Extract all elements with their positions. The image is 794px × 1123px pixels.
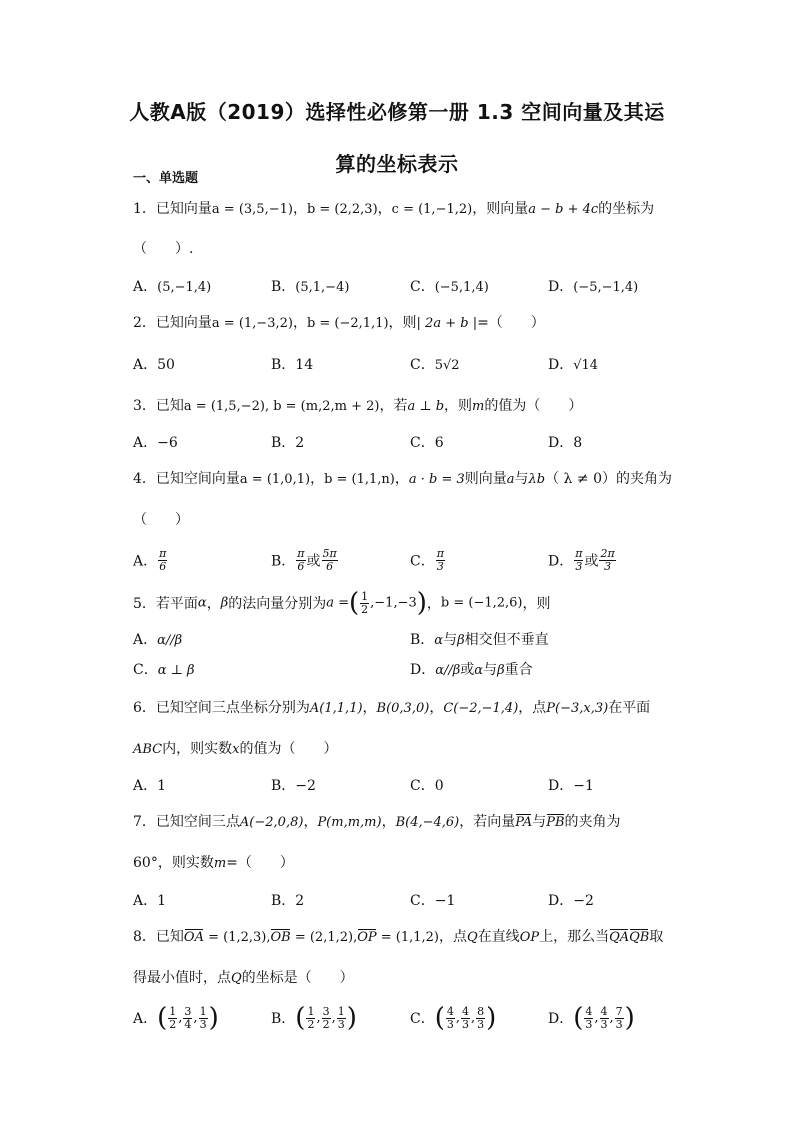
q3-option-c: C．6	[410, 435, 444, 451]
q3-option-a: A．−6	[133, 435, 178, 451]
vector-expression: a − b + 4c	[528, 202, 599, 217]
vector-c: c = (1,−1,2)	[391, 202, 473, 217]
q6-option-c: C．0	[410, 778, 444, 794]
question-4-paren: （ ）	[133, 512, 189, 528]
q2-option-c: C．5√2	[410, 357, 460, 373]
q5-option-d: D．α//β或α与β重合	[410, 662, 533, 678]
question-4: 4．已知空间向量a = (1,0,1)，b = (1,1,n)，a · b = 3则向量a与λb（ λ ≠ 0）的夹角为	[133, 471, 672, 487]
q7-option-c: C．−1	[410, 893, 456, 909]
q6-option-a: A．1	[133, 778, 167, 794]
q1-option-d: D．(−5,−1,4)	[548, 279, 639, 295]
q8-option-a: A．( $\frac{1}{2}$ , $\frac{3}{4}$ , $\frac{1}{3}$ )	[133, 1003, 219, 1033]
q1-option-b: B．(5,1,−4)	[271, 279, 350, 295]
question-1-paren: （ ）.	[133, 241, 194, 257]
question-7-line-2: 60°，则实数m=（ ）	[133, 855, 294, 871]
q6-option-b: B．−2	[271, 778, 316, 794]
question-8: 8．已知OA = (1,2,3),OB = (2,1,2),OP = (1,1,2)，点Q在直线OP上，那么当QAQB取	[133, 929, 664, 945]
q4-option-d: D． $\frac{\pi}{3}$ 或 $\frac{2\pi}{3}$	[548, 547, 615, 573]
q2-option-b: B．14	[271, 357, 314, 373]
title-line-2: 算的坐标表示	[335, 152, 459, 176]
question-7: 7．已知空间三点A(−2,0,8)，P(m,m,m)，B(4,−4,6)，若向量PA与PB的夹角为	[133, 814, 621, 830]
q5-option-c: C．α ⊥ β	[133, 662, 195, 678]
q1-option-a: A．(5,−1,4)	[133, 279, 212, 295]
q5-option-a: A．α//β	[133, 632, 183, 648]
vector-b: b = (2,2,3)	[306, 202, 378, 217]
title-line-1: 人教A版（2019）选择性必修第一册 1.3 空间向量及其运	[129, 100, 665, 124]
q4-option-c: C． $\frac{\pi}{3}$	[410, 547, 444, 573]
q7-option-d: D．−2	[548, 893, 594, 909]
question-2: 2．已知向量a = (1,−3,2)，b = (−2,1,1)，则| 2a + b |=（ ）	[133, 315, 545, 331]
question-8-line-2: 得最小值时，点Q的坐标是（ ）	[133, 970, 354, 986]
q8-option-d: D．( $\frac{4}{3}$ , $\frac{4}{3}$ , $\frac{7}{3}$ )	[548, 1003, 635, 1033]
question-3: 3．已知a = (1,5,−2), b = (m,2,m + 2)，若a ⊥ b，则m的值为（ ）	[133, 398, 583, 414]
section-heading: 一、单选题	[133, 171, 199, 186]
q1-option-c: C．(−5,1,4)	[410, 279, 489, 295]
q3-option-d: D．8	[548, 435, 583, 451]
q5-option-b: B．α与β相交但不垂直	[410, 632, 549, 648]
q2-option-a: A．50	[133, 357, 175, 373]
question-6-line-2: ABC内，则实数x的值为（ ）	[133, 741, 338, 757]
q8-option-b: B．( $\frac{1}{2}$ , $\frac{3}{2}$ , $\frac{1}{3}$ )	[271, 1003, 357, 1033]
q8-option-c: C．( $\frac{4}{3}$ , $\frac{4}{3}$ , $\frac{8}{3}$ )	[410, 1003, 497, 1033]
question-6: 6．已知空间三点坐标分别为A(1,1,1)，B(0,3,0)，C(−2,−1,4)，点P(−3,x,3)在平面	[133, 700, 651, 716]
q4-option-a: A． $\frac{\pi}{6}$	[133, 547, 167, 573]
q2-option-d: D．√14	[548, 357, 599, 373]
question-5: 5．若平面α，β的法向量分别为a =( $\frac{1}{2}$ ,−1,−3)，b = (−1,2,6)，则	[133, 588, 551, 618]
question-1: 1．已知向量a = (3,5,−1)，b = (2,2,3)，c = (1,−1,2)，则向量a − b + 4c的坐标为	[133, 201, 655, 217]
q4-option-b: B． $\frac{\pi}{6}$ 或 $\frac{5\pi}{6}$	[271, 547, 337, 573]
q6-option-d: D．−1	[548, 778, 594, 794]
q7-option-a: A．1	[133, 893, 167, 909]
vector-a: a = (3,5,−1)	[211, 202, 293, 217]
q3-option-b: B．2	[271, 435, 305, 451]
q7-option-b: B．2	[271, 893, 305, 909]
